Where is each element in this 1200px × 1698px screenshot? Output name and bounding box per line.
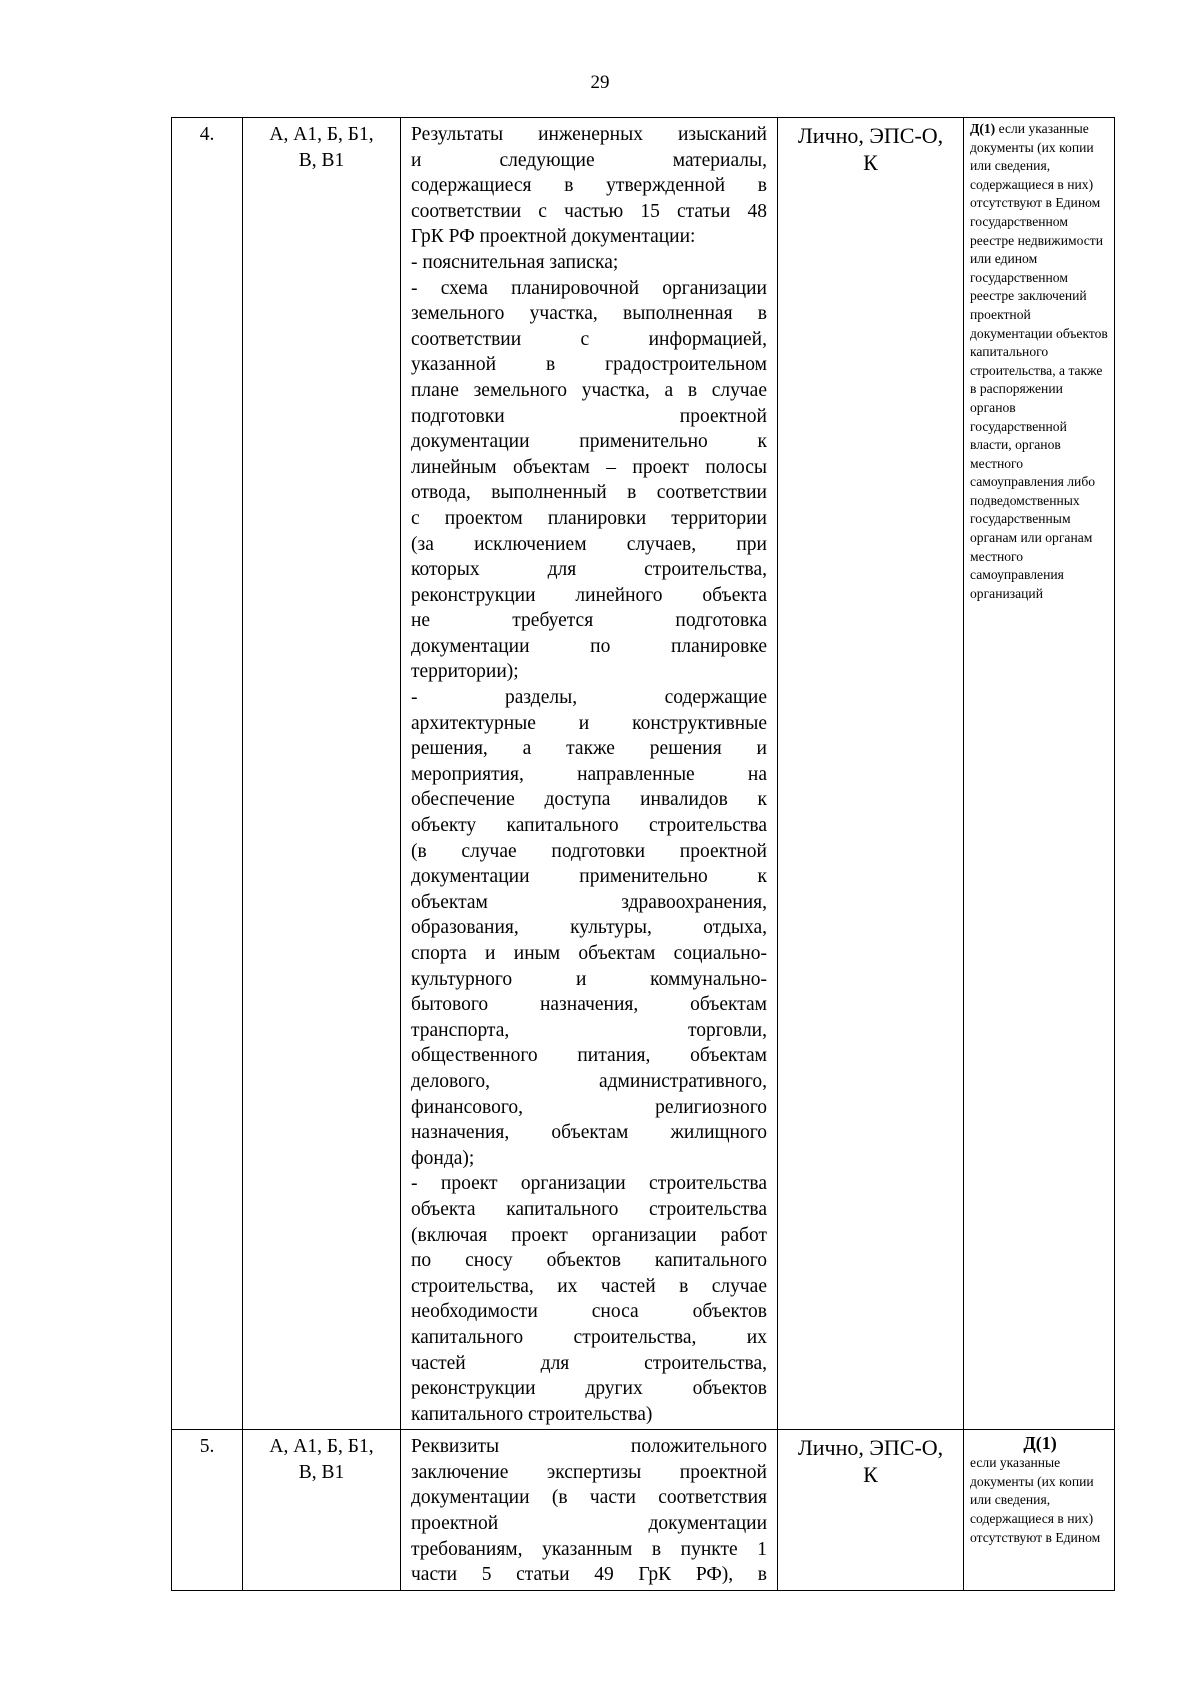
document-text-line: частей для строительства, (411, 1352, 767, 1374)
document-text-line: объекта капитального строительства (411, 1198, 767, 1220)
row-number: 5. (199, 1436, 215, 1458)
note-text: если указанные документы (их копии или сведения, содержащиеся в них) отсутствуют в Едином государственном реестре недвижимости или едином государственном реестре заключений проектной документации объектов капитального строительства, а также в распоряжении органов государственной власти, органов местного самоуправления либо подведомственных государственным органам или органам местного самоуправления организаций (970, 121, 1108, 601)
document-text-line: указанной в градостроительном (411, 354, 767, 376)
document-text-line: и следующие материалы, (411, 149, 767, 171)
document-text-line: документации применительно к (411, 866, 767, 888)
document-text-line: назначения, объектам жилищного (411, 1122, 767, 1144)
document-text-line: земельного участка, выполненная в (411, 303, 767, 325)
document-text-line: которых для строительства, (411, 559, 767, 581)
submission-method-cell (778, 1430, 964, 1591)
document-text-line: необходимости сноса объектов (411, 1301, 767, 1323)
note-cell (964, 118, 1115, 1430)
document-text-line: отвода, выполненный в соответствии (411, 482, 767, 504)
document-text-line: - проект организации строительства (411, 1173, 767, 1195)
document-text-line: - пояснительная записка; (411, 251, 619, 273)
document-text-line: (в случае подготовки проектной (411, 840, 767, 862)
document-text-line: соответствии с информацией, (411, 328, 767, 350)
document-text-line: требованиям, указанным в пункте 1 (411, 1538, 767, 1560)
document-description-cell (401, 1430, 778, 1591)
document-text-line: образования, культуры, отдыха, (411, 917, 767, 939)
document-text-line: финансового, религиозного (411, 1096, 767, 1118)
document-text-line: капитального строительства) (411, 1403, 653, 1425)
table-row (172, 1430, 1115, 1591)
categories-cell (243, 118, 401, 1430)
document-text-line: спорта и иным объектам социально- (411, 943, 767, 964)
note-code: Д(1) (970, 121, 996, 136)
note-cell (964, 1430, 1115, 1591)
document-text-line: (за исключением случаев, при (411, 533, 767, 555)
page-number: 29 (590, 72, 610, 93)
categories-line: А, А1, Б, Б1, (269, 124, 374, 145)
document-text-line: с проектом планировки территории (411, 507, 767, 529)
document-text-line: территории); (411, 661, 519, 683)
document-text-line: Реквизиты положительного (411, 1436, 767, 1458)
document-text-line: архитектурные и конструктивные (411, 712, 767, 734)
document-text-line: объекту капитального строительства (411, 815, 767, 837)
categories-cell (243, 1430, 401, 1591)
document-text-line: плане земельного участка, а в случае (411, 379, 767, 401)
note-code: Д(1) (1023, 1433, 1057, 1454)
row-number-cell (172, 1430, 243, 1591)
document-text-line: реконструкции других объектов (411, 1378, 767, 1400)
document-text-line: бытового назначения, объектам (411, 994, 767, 1016)
document-text-line: Результаты инженерных изысканий (411, 124, 767, 145)
submission-method-cell (778, 118, 964, 1430)
document-text-line: документации применительно к (411, 431, 767, 453)
table-row (172, 118, 1115, 1430)
document-text-line: не требуется подготовка (411, 610, 767, 632)
document-text-line: линейным объектам – проект полосы (411, 456, 767, 478)
document-text-line: решения, а также решения и (411, 738, 767, 760)
document-text-line: делового, административного, (411, 1070, 767, 1092)
row-number-cell (172, 118, 243, 1430)
document-text-line: - схема планировочной организации (411, 277, 767, 299)
document-text-line: по сносу объектов капитального (411, 1250, 767, 1272)
document-text-line: культурного и коммунально- (411, 968, 767, 990)
documents-table (171, 117, 1115, 1591)
document-text-line: соответствии с частью 15 статьи 48 (411, 200, 767, 222)
submission-method-line: К (863, 1462, 878, 1488)
document-text-line: ГрК РФ проектной документации: (411, 226, 696, 248)
document-text-line: обеспечение доступа инвалидов к (411, 789, 767, 811)
note-text: если указанные документы (их копии или сведения, содержащиеся в них) отсутствуют в Едином (970, 1455, 1101, 1545)
document-text-line: транспорта, торговли, (411, 1019, 767, 1041)
document-text-line: - разделы, содержащие (411, 687, 767, 709)
document-text-line: части 5 статьи 49 ГрК РФ), в (411, 1564, 767, 1586)
document-text-line: содержащиеся в утвержденной в (411, 175, 767, 197)
categories-line: В, В1 (298, 149, 345, 171)
categories-line: В, В1 (298, 1461, 345, 1483)
document-description-cell (401, 118, 778, 1430)
document-text-line: капитального строительства, их (411, 1326, 767, 1348)
document-text-line: общественного питания, объектам (411, 1045, 767, 1067)
row-number: 4. (199, 124, 215, 145)
document-text-line: реконструкции линейного объекта (411, 584, 767, 606)
document-text-line: фонда); (411, 1147, 475, 1169)
submission-method-line: Лично, ЭПС-О, (797, 1435, 944, 1461)
submission-method-line: Лично, ЭПС-О, (797, 123, 944, 148)
document-text-line: объектам здравоохранения, (411, 891, 767, 913)
document-text-line: подготовки проектной (411, 405, 767, 427)
document-text-line: строительства, их частей в случае (411, 1275, 767, 1297)
categories-line: А, А1, Б, Б1, (269, 1436, 374, 1458)
document-text-line: заключение экспертизы проектной (411, 1461, 767, 1483)
document-text-line: проектной документации (411, 1513, 767, 1535)
submission-method-line: К (863, 150, 878, 175)
document-text-line: документации по планировке (411, 635, 767, 657)
document-text-line: (включая проект организации работ (411, 1224, 767, 1246)
document-text-line: мероприятия, направленные на (411, 763, 767, 785)
document-text-line: документации (в части соответствия (411, 1487, 767, 1509)
